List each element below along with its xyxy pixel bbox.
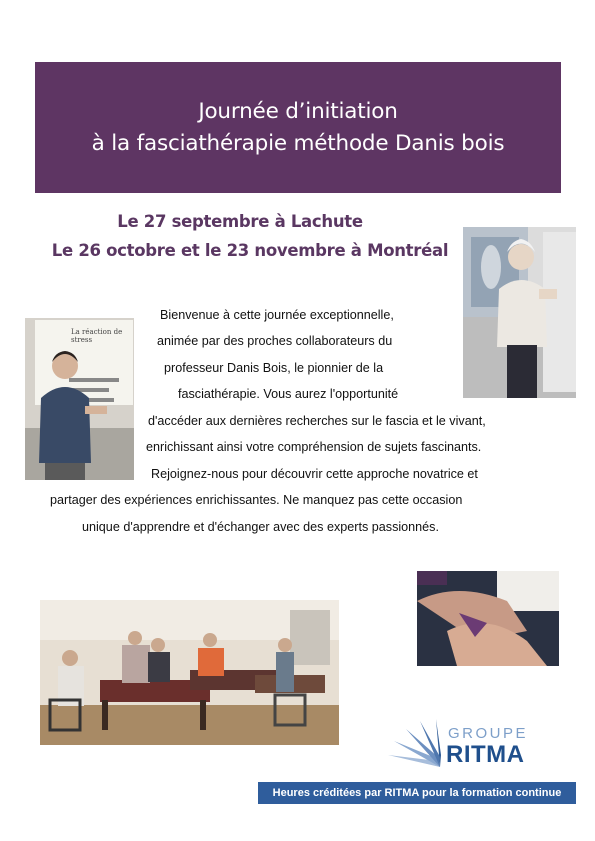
title-line-2: à la fasciathérapie méthode Danis bois — [91, 130, 505, 156]
logo-ritma-text: RITMA — [446, 741, 525, 768]
title-banner — [35, 62, 561, 193]
body-line-2: animée par des proches collaborateurs du — [157, 334, 393, 348]
ritma-fan-icon — [380, 717, 450, 777]
credit-bar: Heures créditées par RITMA pour la formation continue — [258, 782, 576, 804]
body-line-8: partager des expériences enrichissantes. Ne manquez pas cette occasion — [50, 493, 463, 507]
photo-workshop — [40, 600, 339, 745]
title-line-1: Journée d’initiation — [198, 98, 398, 124]
body-line-6: enrichissant ainsi votre compréhension de sujets fascinants. — [146, 440, 482, 454]
slide-title: La réaction de stress — [71, 328, 123, 344]
date-lachute: Le 27 septembre à Lachute — [117, 212, 363, 231]
body-line-3: professeur Danis Bois, le pionnier de la — [164, 361, 384, 375]
body-line-9: unique d'apprendre et d'échanger avec des experts passionnés. — [82, 520, 439, 534]
photo-hands — [417, 571, 559, 666]
body-line-7: Rejoignez-nous pour découvrir cette approche novatrice et — [151, 467, 478, 481]
body-line-1: Bienvenue à cette journée exceptionnelle, — [160, 308, 394, 322]
logo-groupe-text: GROUPE — [448, 725, 529, 742]
body-line-4: fasciathérapie. Vous aurez l'opportunité — [178, 387, 399, 401]
ritma-logo — [380, 717, 540, 777]
date-montreal: Le 26 octobre et le 23 novembre à Montréal — [51, 241, 449, 260]
photo-presenter-woman — [463, 227, 576, 398]
body-line-5: d'accéder aux dernières recherches sur le fascia et le vivant, — [148, 414, 486, 428]
photo-presenter-man — [25, 318, 134, 480]
